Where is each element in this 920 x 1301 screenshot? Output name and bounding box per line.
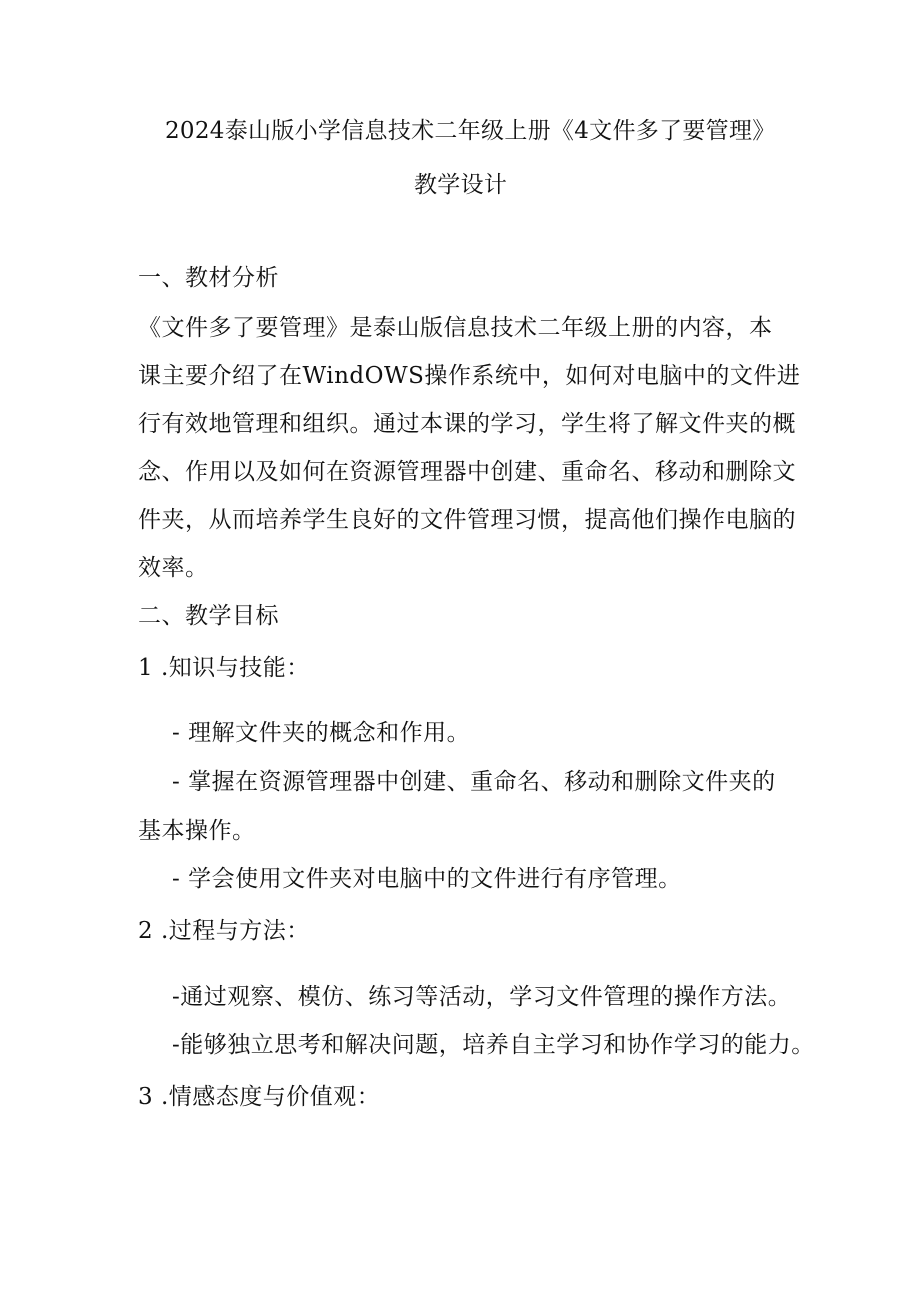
- paragraph-line: 《文件多了要管理》是泰山版信息技术二年级上册的内容，本: [138, 315, 773, 341]
- section-heading-textbook-analysis: 一、教材分析: [138, 265, 279, 291]
- paragraph-line: 行有效地管理和组织。通过本课的学习，学生将了解文件夹的概: [138, 411, 796, 437]
- list-item: - 学会使用文件夹对电脑中的文件进行有序管理。: [172, 866, 682, 892]
- subsection-heading-process-methods: 2 .过程与方法：: [138, 918, 310, 944]
- list-item: -通过观察、模仿、练习等活动，学习文件管理的操作方法。: [172, 984, 792, 1010]
- list-item: - 掌握在资源管理器中创建、重命名、移动和删除文件夹的: [172, 769, 776, 795]
- paragraph-line: 件夹，从而培养学生良好的文件管理习惯，提高他们操作电脑的: [138, 507, 796, 533]
- section-heading-teaching-objectives: 二、教学目标: [138, 603, 279, 629]
- paragraph-line: 效率。: [138, 555, 209, 581]
- document-title: 2024泰山版小学信息技术二年级上册《4文件多了要管理》: [165, 118, 776, 144]
- list-item-continuation: 基本操作。: [138, 818, 256, 844]
- subsection-heading-attitudes-values: 3 .情感态度与价值观：: [138, 1084, 381, 1110]
- document-subtitle: 教学设计: [414, 172, 508, 198]
- paragraph-line: 课主要介绍了在WindOWS操作系统中，如何对电脑中的文件进: [138, 363, 801, 389]
- subsection-heading-knowledge-skills: 1 .知识与技能：: [138, 655, 310, 681]
- paragraph-line: 念、作用以及如何在资源管理器中创建、重命名、移动和删除文: [138, 459, 796, 485]
- list-item: -能够独立思考和解决问题，培养自主学习和协作学习的能力。: [172, 1032, 815, 1058]
- list-item: - 理解文件夹的概念和作用。: [172, 720, 471, 746]
